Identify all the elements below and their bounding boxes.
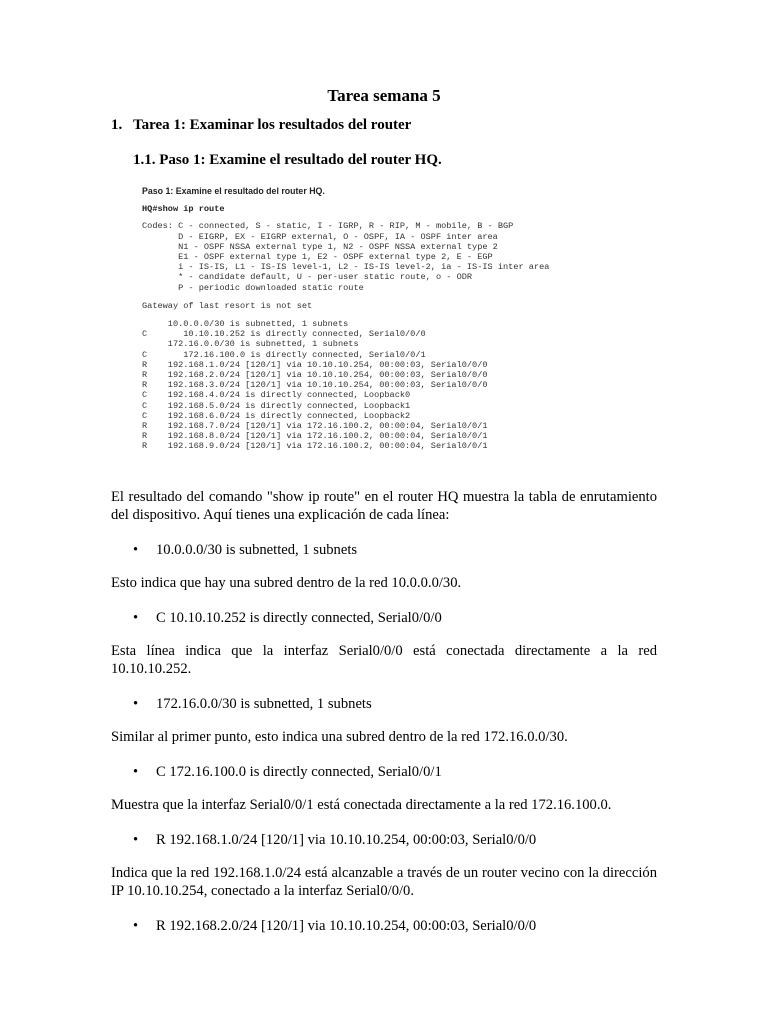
explanation-paragraph: Similar al primer punto, esto indica una subred dentro de la red 172.16.0.0/30. (111, 729, 568, 745)
route-line: C 172.16.100.0 is directly connected, Serial0/0/1 (142, 349, 426, 360)
route-line: 10.0.0.0/30 is subnetted, 1 subnets (142, 319, 349, 330)
codes-line: P - periodic downloaded static route (142, 282, 364, 293)
codes-line: D - EIGRP, EX - EIGRP external, O - OSPF, IA - OSPF inter area (142, 231, 498, 242)
bullet-dot: • (133, 832, 139, 848)
bullet-dot: • (133, 696, 139, 712)
document-title: Tarea semana 5 (327, 86, 441, 105)
bullet-item (133, 609, 442, 627)
codes-line: Codes: C - connected, S - static, I - IGRP, R - RIP, M - mobile, B - BGP (142, 221, 514, 232)
route-line: 172.16.0.0/30 is subnetted, 1 subnets (142, 339, 359, 350)
screenshot-command: HQ#show ip route (142, 204, 225, 215)
route-line: C 192.168.6.0/24 is directly connected, Loopback2 (142, 410, 411, 421)
route-line: R 192.168.8.0/24 [120/1] via 172.16.100.2, 00:00:04, Serial0/0/1 (142, 431, 488, 442)
section-heading-1 (111, 117, 411, 134)
subsection-heading: 1.1. Paso 1: Examine el resultado del router HQ. (133, 152, 442, 168)
bullet-dot: • (133, 610, 139, 626)
bullet-text: C 172.16.100.0 is directly connected, Serial0/0/1 (156, 764, 442, 780)
bullet-dot: • (133, 918, 139, 934)
section-number: 1. (111, 117, 123, 133)
intro-paragraph: El resultado del comando "show ip route" en el router HQ muestra la tabla de enrutamiento del dispositivo. Aquí tienes una explicación de cada línea: (111, 489, 657, 523)
codes-line: i - IS-IS, L1 - IS-IS level-1, L2 - IS-IS level-2, ia - IS-IS inter area (142, 262, 550, 273)
bullet-dot: • (133, 764, 139, 780)
route-line: R 192.168.3.0/24 [120/1] via 10.10.10.254, 00:00:03, Serial0/0/0 (142, 380, 488, 391)
bullet-text: C 10.10.10.252 is directly connected, Serial0/0/0 (156, 610, 442, 626)
explanation-paragraph: Indica que la red 192.168.1.0/24 está alcanzable a través de un router vecino con la dirección IP 10.10.10.254, conectado a la interfaz Serial0/0/0. (111, 865, 657, 899)
bullet-text: R 192.168.2.0/24 [120/1] via 10.10.10.254, 00:00:03, Serial0/0/0 (156, 918, 537, 934)
bullet-item (133, 831, 536, 849)
bullet-text: 10.0.0.0/30 is subnetted, 1 subnets (156, 542, 358, 558)
codes-line: N1 - OSPF NSSA external type 1, N2 - OSPF NSSA external type 2 (142, 241, 498, 252)
route-line: R 192.168.2.0/24 [120/1] via 10.10.10.254, 00:00:03, Serial0/0/0 (142, 370, 488, 381)
route-line: C 10.10.10.252 is directly connected, Serial0/0/0 (142, 329, 426, 340)
route-line: R 192.168.9.0/24 [120/1] via 172.16.100.2, 00:00:04, Serial0/0/1 (142, 441, 488, 452)
router-output-screenshot (142, 186, 614, 474)
bullet-text: R 192.168.1.0/24 [120/1] via 10.10.10.254, 00:00:03, Serial0/0/0 (156, 832, 537, 848)
screenshot-title: Paso 1: Examine el resultado del router HQ. (142, 186, 325, 196)
route-line: C 192.168.5.0/24 is directly connected, Loopback1 (142, 400, 411, 411)
codes-line: E1 - OSPF external type 1, E2 - OSPF external type 2, E - EGP (142, 252, 493, 263)
codes-line: * - candidate default, U - per-user static route, o - ODR (142, 272, 473, 283)
gateway-line: Gateway of last resort is not set (142, 300, 313, 311)
bullet-item (133, 763, 442, 781)
bullet-dot: • (133, 542, 139, 558)
bullet-item (133, 541, 357, 559)
route-line: R 192.168.1.0/24 [120/1] via 10.10.10.254, 00:00:03, Serial0/0/0 (142, 359, 488, 370)
explanation-paragraph: Esto indica que hay una subred dentro de la red 10.0.0.0/30. (111, 575, 462, 591)
bullet-item (133, 695, 372, 713)
route-line: C 192.168.4.0/24 is directly connected, Loopback0 (142, 390, 411, 401)
explanation-paragraph: Esta línea indica que la interfaz Serial0/0/0 está conectada directamente a la red 10.10.10.252. (111, 643, 657, 677)
route-line: R 192.168.7.0/24 [120/1] via 172.16.100.2, 00:00:04, Serial0/0/1 (142, 421, 488, 432)
bullet-text: 172.16.0.0/30 is subnetted, 1 subnets (156, 696, 372, 712)
bullet-item (133, 917, 536, 935)
explanation-paragraph: Muestra que la interfaz Serial0/0/1 está conectada directamente a la red 172.16.100.0. (111, 797, 612, 813)
section-label: Tarea 1: Examinar los resultados del router (133, 117, 412, 133)
